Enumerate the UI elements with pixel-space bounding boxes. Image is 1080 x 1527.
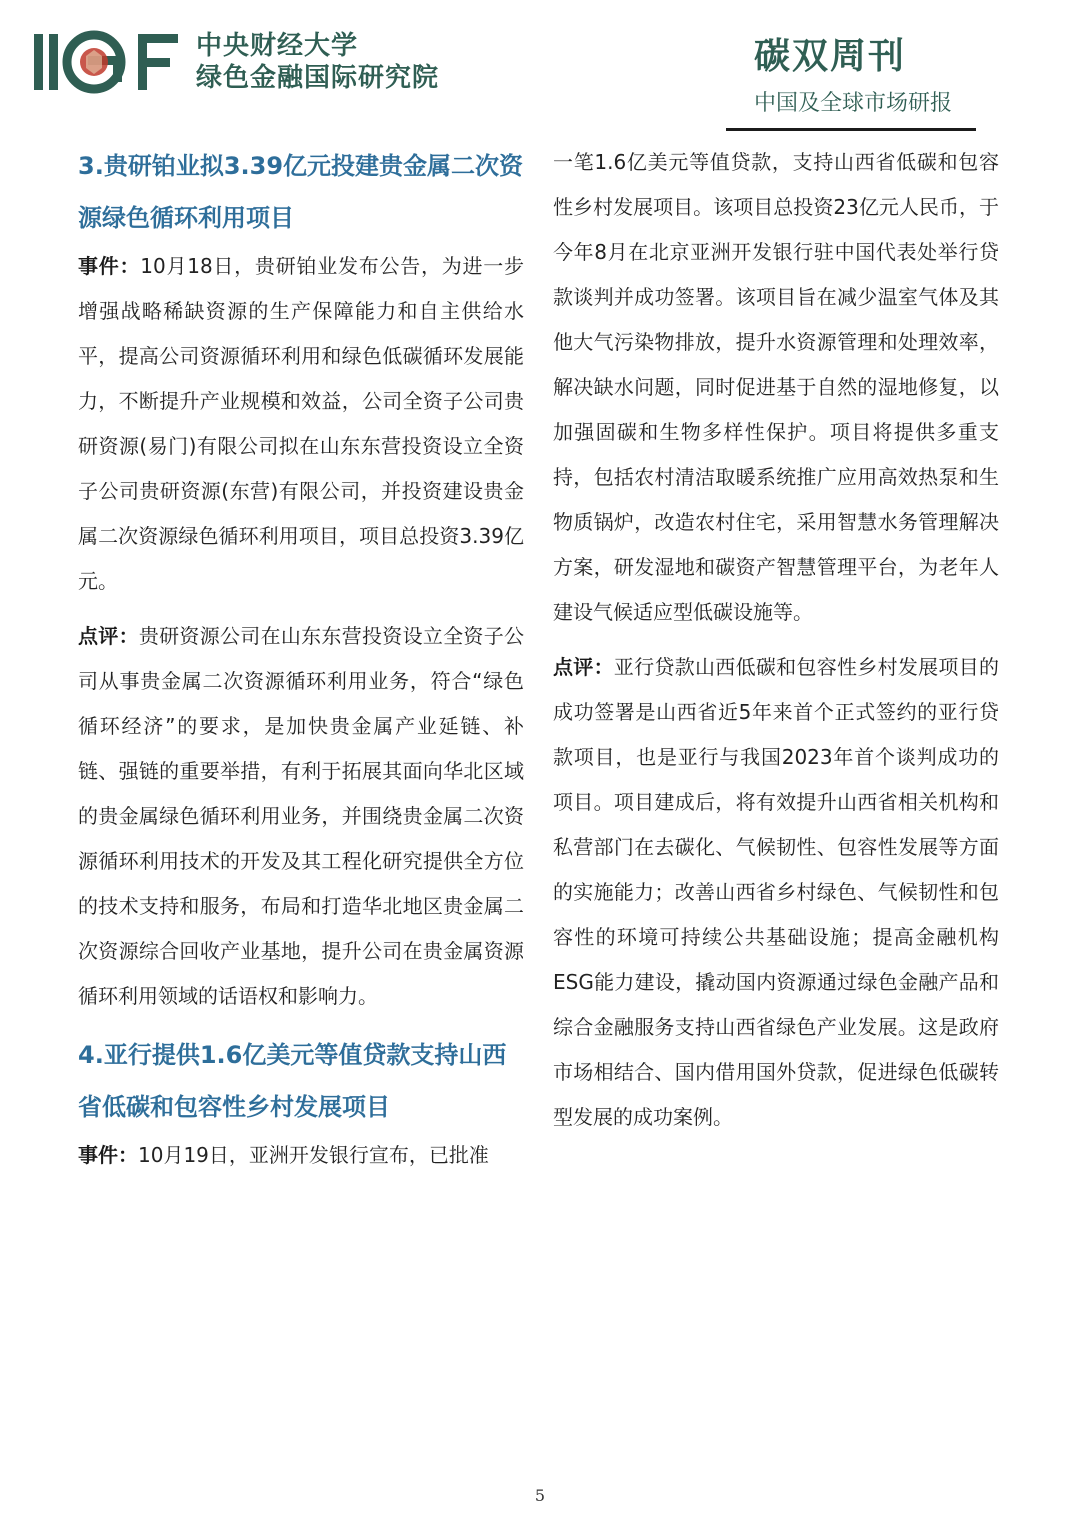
event-label: 事件： (78, 254, 141, 278)
organization-name-line1: 中央财经大学 (196, 31, 359, 61)
comment-label: 点评： (78, 624, 139, 648)
page-header (0, 0, 1080, 140)
organization-name (196, 30, 439, 94)
right-column (553, 140, 999, 1150)
header-divider (726, 128, 976, 131)
left-column (78, 140, 524, 1188)
event-text: 10月18日，贵研铂业发布公告，为进一步增强战略稀缺资源的生产保障能力和自主供给水平，提高公司资源循环利用和绿色低碳循环发展能力，不断提升产业规模和效益，公司全资子公司贵研资源(易门)有限公司拟在山东东营投资设立全资子公司贵研资源(东营)有限公司，并投资建设贵金属二次资源绿色循环利用项目，项目总投资3.39亿元。 (78, 254, 524, 593)
section-4-event-start (78, 1133, 524, 1178)
comment2-text: 亚行贷款山西低碳和包容性乡村发展项目的成功签署是山西省近5年来首个正式签约的亚行贷款项目，也是亚行与我国2023年首个谈判成功的项目。项目建成后，将有效提升山西省相关机构和私营部门在去碳化、气候韧性、包容性发展等方面的实施能力；改善山西省乡村绿色、气候韧性和包容性的环境可持续公共基础设施；提高金融机构ESG能力建设，撬动国内资源通过绿色金融产品和综合金融服务支持山西省绿色产业发展。这是政府市场相结合、国内借用国外贷款，促进绿色低碳转型发展的成功案例。 (553, 655, 1000, 1129)
section-3-comment (78, 614, 524, 1019)
section-3-event (78, 244, 524, 604)
organization-name-line2: 绿色金融国际研究院 (196, 63, 440, 93)
section-4-heading: 4.亚行提供1.6亿美元等值贷款支持山西省低碳和包容性乡村发展项目 (78, 1041, 507, 1121)
section-4-comment (553, 645, 999, 1140)
publication-subtitle: 中国及全球市场研报 (754, 91, 953, 116)
comment2-label: 点评： (553, 655, 614, 679)
section-3-heading: 3.贵研铂业拟3.39亿元投建贵金属二次资源绿色循环利用项目 (78, 152, 524, 232)
section-4-event-continued: 一笔1.6亿美元等值贷款，支持山西省低碳和包容性乡村发展项目。该项目总投资23亿元人民币，于今年8月在北京亚洲开发银行驻中国代表处举行贷款谈判并成功签署。该项目旨在减少温室气体及其他大气污染物排放，提升水资源管理和处理效率，解决缺水问题，同时促进基于自然的湿地修复，以加强固碳和生物多样性保护。项目将提供多重支持，包括农村清洁取暖系统推广应用高效热泵和生物质锅炉，改造农村住宅，采用智慧水务管理解决方案，研发湿地和碳资产智慧管理平台，为老年人建设气候适应型低碳设施等。 (553, 150, 999, 624)
event2-label: 事件： (78, 1143, 138, 1167)
comment-text: 贵研资源公司在山东东营投资设立全资子公司从事贵金属二次资源循环利用业务，符合“绿色循环经济”的要求，是加快贵金属产业延链、补链、强链的重要举措，有利于拓展其面向华北区域的贵金属绿色循环利用业务，并围绕贵金属二次资源循环利用技术的开发及其工程化研究提供全方位的技术支持和服务，布局和打造华北地区贵金属二次资源综合回收产业基地，提升公司在贵金属资源循环利用领域的话语权和影响力。 (78, 624, 525, 1008)
iigf-logo (34, 30, 184, 94)
page-number: 5 (534, 1486, 546, 1505)
event2-text: 10月19日，亚洲开发银行宣布，已批准 (138, 1143, 489, 1167)
publication-title: 碳双周刊 (754, 36, 907, 77)
